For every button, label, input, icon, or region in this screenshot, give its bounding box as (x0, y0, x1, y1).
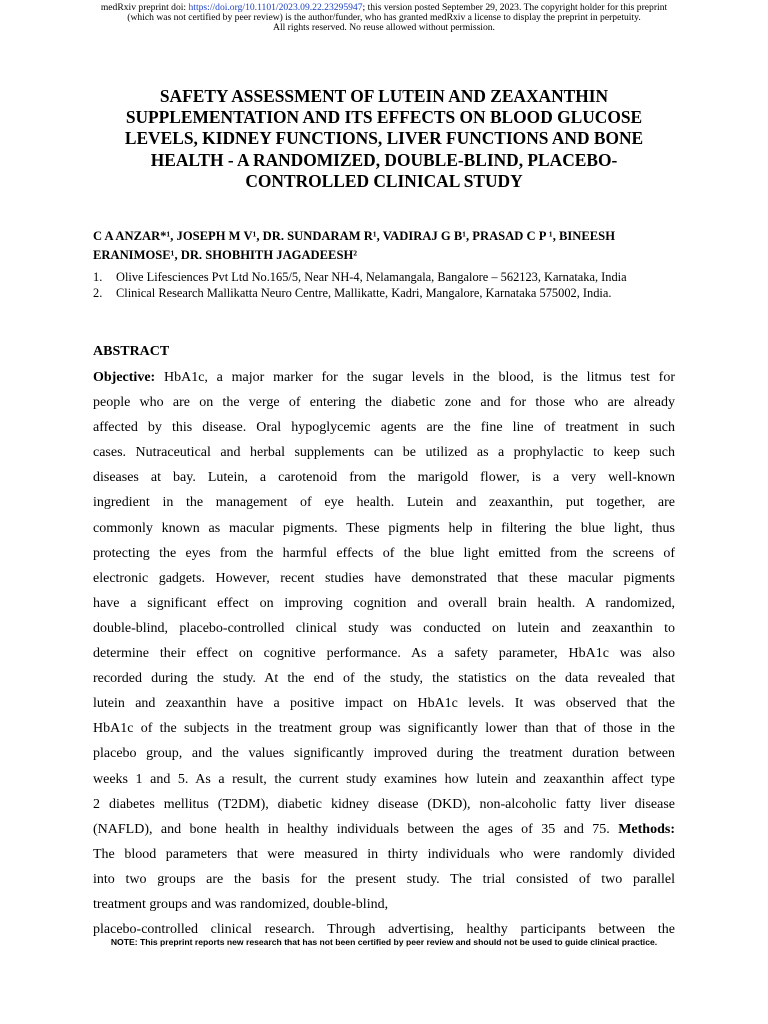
abstract-line: affected by this disease. Oral hypoglycemic agents are the fine line of treatment in such (93, 420, 675, 436)
author-list (93, 227, 693, 265)
abstract-text: HbA1c, a major marker for the sugar levels in the blood, is the litmus test for (155, 370, 675, 385)
abstract-line: protecting the eyes from the harmful effects of the blue light emitted from the screens of (93, 545, 675, 561)
title-line: SAFETY ASSESSMENT OF LUTEIN AND ZEAXANTHIN (159, 86, 609, 106)
abstract-line: 2 diabetes mellitus (T2DM), diabetic kidney disease (DKD), non-alcoholic fatty liver disease (93, 796, 675, 812)
author-line: ERANIMOSE¹, DR. SHOBHITH JAGADEESH² (93, 248, 358, 262)
title-line: LEVELS, KIDNEY FUNCTIONS, LIVER FUNCTIONS AND BONE (124, 128, 644, 149)
abstract-line: have a significant effect on improving cognition and overall brain health. A randomized, (93, 595, 675, 611)
header-line-2: (which was not certified by peer review) is the author/funder, who has granted medRxiv a license to display the preprint in perpetuity. (127, 12, 641, 23)
header-line-3: All rights reserved. No reuse allowed without permission. (273, 22, 495, 33)
paper-title (60, 86, 708, 192)
title-line: SUPPLEMENTATION AND ITS EFFECTS ON BLOOD GLUCOSE (125, 107, 643, 128)
abstract-line: lutein and zeaxanthin have a positive impact on HbA1c levels. It was observed that the (93, 696, 675, 712)
affiliation-number: 2. (93, 285, 103, 300)
abstract-line: treatment groups and was randomized, double-blind, (93, 896, 389, 912)
title-line: HEALTH - A RANDOMIZED, DOUBLE-BLIND, PLACEBO- (150, 149, 618, 170)
preprint-footer-note: NOTE: This preprint reports new research that has not been certified by peer review and should not be used to guide clinical practice. (110, 937, 658, 947)
affiliation-item (93, 286, 693, 302)
header-copyright-text: ; this version posted September 29, 2023. The copyright holder for this preprint (362, 2, 668, 13)
abstract-line: into two groups are the basis for the present study. The trial consisted of two parallel (93, 871, 675, 887)
methods-label: Methods: (618, 821, 675, 837)
abstract-line: people who are on the verge of entering the diabetic zone and for those who are already (93, 395, 675, 411)
author-line: C A ANZAR*¹, JOSEPH M V¹, DR. SUNDARAM R¹, VADIRAJ G B¹, PRASAD C P ¹, BINEESH (93, 229, 615, 243)
abstract-heading: ABSTRACT (93, 344, 170, 359)
abstract-line: determine their effect on cognitive performance. As a safety parameter, HbA1c was also (93, 646, 675, 662)
abstract-text: (NAFLD), and bone health in healthy individuals between the ages of 35 and 75. (93, 821, 619, 837)
abstract-line: ingredient in the management of eye health. Lutein and zeaxanthin, put together, are (93, 495, 675, 511)
abstract-line: diseases at bay. Lutein, a carotenoid from the marigold flower, is a very well-known (93, 470, 675, 486)
abstract-line: double-blind, placebo-controlled clinical study was conducted on lutein and zeaxanthin to (93, 620, 675, 636)
abstract-line: HbA1c of the subjects in the treatment group was significantly lower than that of those in the (93, 721, 675, 737)
affiliation-list (93, 270, 693, 301)
doi-link[interactable]: https://doi.org/10.1101/2023.09.22.23295947 (188, 2, 363, 13)
objective-label: Objective: (93, 370, 156, 385)
abstract-line: commonly known as macular pigments. These pigments help in filtering the blue light, thus (93, 520, 675, 536)
abstract-line (93, 365, 675, 390)
affiliation-text: Olive Lifesciences Pvt Ltd No.165/5, Near NH-4, Nelamangala, Bangalore – 562123, Karnataka, India (116, 270, 627, 284)
affiliation-number: 1. (93, 270, 103, 284)
title-line: CONTROLLED CLINICAL STUDY (245, 170, 523, 191)
affiliation-item (93, 270, 693, 286)
abstract-line: electronic gadgets. However, recent studies have demonstrated that these macular pigments (93, 570, 675, 586)
abstract-line (93, 817, 675, 842)
abstract-line: placebo group, and the values significantly improved during the treatment duration between (93, 746, 675, 762)
abstract-line: placebo-controlled clinical research. Through advertising, healthy participants between the (93, 922, 675, 938)
abstract-line: weeks 1 and 5. As a result, the current study examines how lutein and zeaxanthin affect type (93, 771, 675, 787)
abstract-line: cases. Nutraceutical and herbal supplements can be utilized as a prophylactic to keep such (93, 445, 675, 461)
affiliation-text: Clinical Research Mallikatta Neuro Centre, Mallikatte, Kadri, Mangalore, Karnataka 575002, India. (116, 285, 612, 300)
header-doi-prefix: medRxiv preprint doi: (100, 2, 189, 13)
abstract-line: The blood parameters that were measured in thirty individuals who were randomly divided (93, 846, 675, 862)
preprint-header (0, 3, 768, 33)
abstract-line: recorded during the study. At the end of the study, the statistics on the data revealed that (93, 671, 675, 687)
abstract-body (93, 365, 675, 942)
